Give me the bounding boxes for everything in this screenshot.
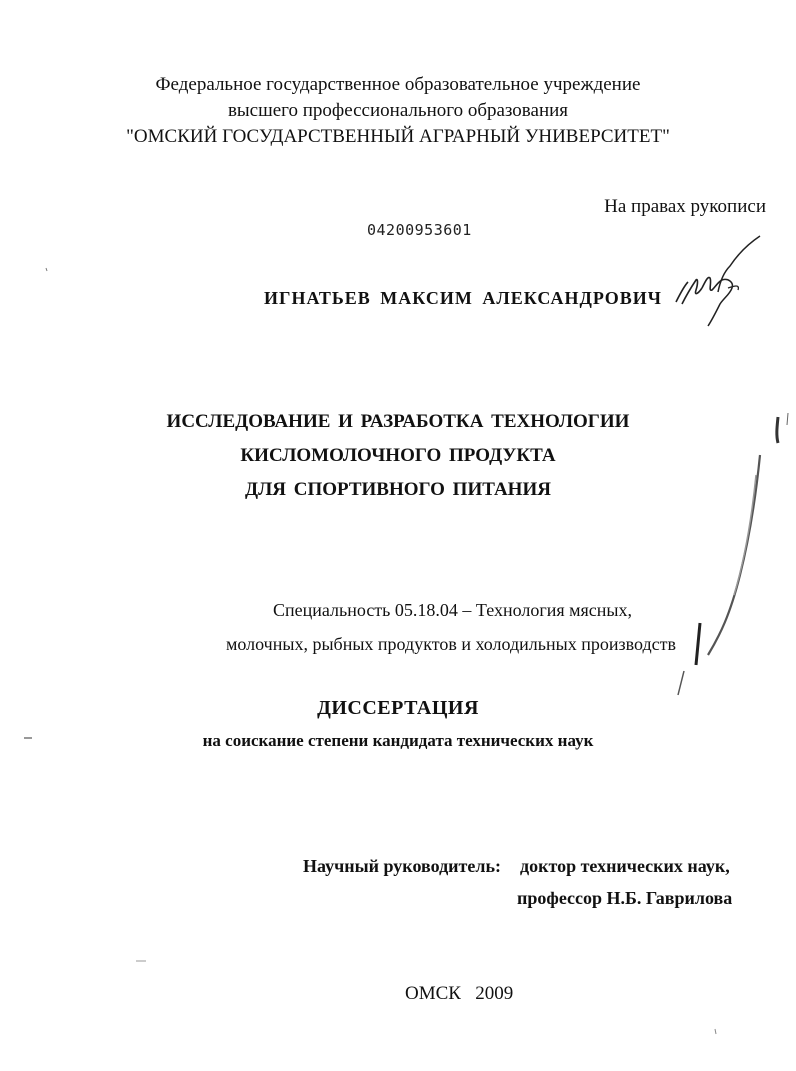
work-type: ДИССЕРТАЦИЯ xyxy=(317,697,479,719)
specialty-line-1: Специальность 05.18.04 – Технология мясных, xyxy=(273,600,632,620)
degree-line: на соискание степени кандидата технических наук xyxy=(202,731,594,750)
supervisor-degree: доктор технических наук, xyxy=(520,856,730,876)
title-line-3: ДЛЯ СПОРТИВНОГО ПИТАНИЯ xyxy=(245,479,551,500)
corner-speck xyxy=(705,1025,725,1039)
place-year: ОМСК 2009 xyxy=(405,983,514,1004)
signature-image xyxy=(668,232,768,332)
institution-line-1: Федеральное государственное образовательное учреждение xyxy=(155,74,641,95)
title-line-2: КИСЛОМОЛОЧНОГО ПРОДУКТА xyxy=(240,445,556,466)
bottom-speck xyxy=(130,955,150,965)
institution-line-2: высшего профессионального образования xyxy=(227,100,569,121)
catalog-code: 04200953601 xyxy=(367,221,472,239)
title-line-1: ИССЛЕДОВАНИЕ И РАЗРАБОТКА ТЕХНОЛОГИИ xyxy=(166,411,630,432)
scan-edge-marks xyxy=(660,405,796,785)
left-margin-specks xyxy=(20,250,60,980)
specialty-line-2: молочных, рыбных продуктов и холодильных производств xyxy=(226,634,676,654)
supervisor-label: Научный руководитель: xyxy=(303,856,501,876)
rights-note: На правах рукописи xyxy=(604,196,766,217)
institution-line-3: "ОМСКИЙ ГОСУДАРСТВЕННЫЙ АГРАРНЫЙ УНИВЕРСИТЕТ" xyxy=(126,126,670,147)
supervisor-name: профессор Н.Б. Гаврилова xyxy=(517,888,733,908)
author-name: ИГНАТЬЕВ МАКСИМ АЛЕКСАНДРОВИЧ xyxy=(264,288,662,308)
